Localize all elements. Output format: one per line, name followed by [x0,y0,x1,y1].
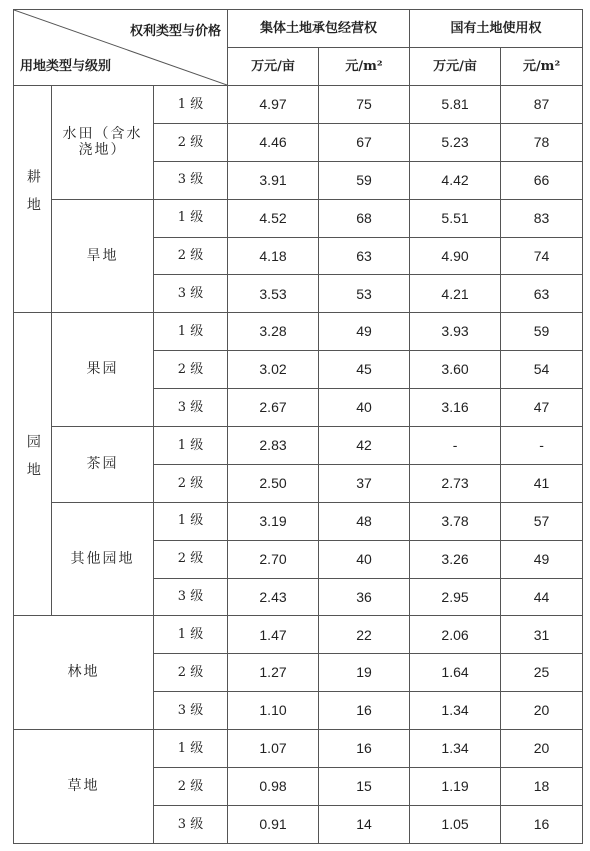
collective-price-m2: 75 [319,86,410,124]
grade-cell: 2 级 [154,351,228,389]
state-price-m2: 20 [501,730,583,768]
collective-price-m2: 48 [319,502,410,540]
subtype-cell: 水田（含水浇地） [52,86,154,200]
state-price-m2: 63 [501,275,583,313]
collective-price-mu: 1.27 [228,654,319,692]
collective-price-mu: 3.91 [228,161,319,199]
state-price-mu: 5.81 [410,86,501,124]
header-collective-land: 集体土地承包经营权 [228,10,410,48]
collective-price-mu: 4.18 [228,237,319,275]
collective-price-m2: 37 [319,464,410,502]
state-price-mu: 1.19 [410,768,501,806]
collective-price-mu: 3.53 [228,275,319,313]
state-price-mu: 1.34 [410,692,501,730]
collective-price-mu: 1.47 [228,616,319,654]
collective-price-m2: 22 [319,616,410,654]
land-price-table [13,9,583,844]
collective-price-m2: 59 [319,161,410,199]
subtype-cell: 茶园 [52,427,154,503]
collective-price-m2: 67 [319,123,410,161]
table-row [14,616,583,654]
collective-price-mu: 2.70 [228,540,319,578]
state-price-m2: 20 [501,692,583,730]
collective-price-m2: 36 [319,578,410,616]
subtype-cell: 其他园地 [52,502,154,616]
grade-cell: 2 级 [154,123,228,161]
collective-price-m2: 16 [319,692,410,730]
collective-price-m2: 63 [319,237,410,275]
collective-price-mu: 2.43 [228,578,319,616]
state-price-m2: 54 [501,351,583,389]
grade-cell: 2 级 [154,768,228,806]
state-price-m2: 83 [501,199,583,237]
header-unit-mu: 万元/亩 [410,48,501,86]
collective-price-m2: 16 [319,730,410,768]
state-price-m2: 74 [501,237,583,275]
grade-cell: 3 级 [154,275,228,313]
header-unit-m2: 元/m² [501,48,583,86]
collective-price-mu: 4.97 [228,86,319,124]
grade-cell: 3 级 [154,389,228,427]
state-price-m2: 57 [501,502,583,540]
diagonal-header-cell [14,10,228,86]
state-price-m2: 78 [501,123,583,161]
collective-price-mu: 4.46 [228,123,319,161]
state-price-mu: 1.05 [410,805,501,843]
state-price-mu: 1.64 [410,654,501,692]
state-price-m2: 66 [501,161,583,199]
state-price-mu: 2.95 [410,578,501,616]
state-price-mu: 2.73 [410,464,501,502]
grade-cell: 3 级 [154,578,228,616]
header-state-land: 国有土地使用权 [410,10,583,48]
state-price-mu: 4.21 [410,275,501,313]
table-row [14,313,583,351]
collective-price-mu: 3.28 [228,313,319,351]
collective-price-mu: 2.67 [228,389,319,427]
state-price-m2: 16 [501,805,583,843]
collective-price-mu: 2.50 [228,464,319,502]
state-price-mu: 3.60 [410,351,501,389]
state-price-mu: 3.26 [410,540,501,578]
state-price-mu: 3.78 [410,502,501,540]
grade-cell: 1 级 [154,199,228,237]
table-row [14,502,583,540]
collective-price-m2: 45 [319,351,410,389]
state-price-m2: 59 [501,313,583,351]
collective-price-mu: 0.98 [228,768,319,806]
grade-cell: 1 级 [154,616,228,654]
subtype-cell: 旱地 [52,199,154,313]
collective-price-m2: 40 [319,389,410,427]
collective-price-m2: 42 [319,427,410,465]
grade-cell: 3 级 [154,692,228,730]
state-price-mu: 3.93 [410,313,501,351]
collective-price-m2: 68 [319,199,410,237]
state-price-m2: 49 [501,540,583,578]
collective-price-mu: 3.02 [228,351,319,389]
collective-price-m2: 53 [319,275,410,313]
category-label: 耕地 [24,168,41,225]
state-price-m2: 87 [501,86,583,124]
state-price-m2: 18 [501,768,583,806]
header-unit-mu: 万元/亩 [228,48,319,86]
collective-price-m2: 19 [319,654,410,692]
table-row [14,86,583,124]
grade-cell: 2 级 [154,654,228,692]
grade-cell: 3 级 [154,161,228,199]
subtype-cell: 果园 [52,313,154,427]
state-price-mu: 5.51 [410,199,501,237]
collective-price-m2: 15 [319,768,410,806]
grade-cell: 3 级 [154,805,228,843]
grade-cell: 2 级 [154,540,228,578]
header-land-type-label: 用地类型与级别 [20,59,112,75]
collective-price-mu: 0.91 [228,805,319,843]
category-cell [14,313,52,616]
state-price-m2: 47 [501,389,583,427]
grade-cell: 1 级 [154,86,228,124]
grade-cell: 1 级 [154,427,228,465]
category-cell [14,86,52,313]
collective-price-m2: 49 [319,313,410,351]
table-row [14,199,583,237]
state-price-m2: 31 [501,616,583,654]
collective-price-mu: 4.52 [228,199,319,237]
table-row [14,427,583,465]
state-price-m2: 44 [501,578,583,616]
header-unit-m2: 元/m² [319,48,410,86]
state-price-m2: 41 [501,464,583,502]
grade-cell: 1 级 [154,502,228,540]
state-price-m2: 25 [501,654,583,692]
category-cell: 林地 [14,616,154,730]
state-price-m2: - [501,427,583,465]
grade-cell: 1 级 [154,730,228,768]
state-price-mu: - [410,427,501,465]
grade-cell: 1 级 [154,313,228,351]
state-price-mu: 2.06 [410,616,501,654]
grade-cell: 2 级 [154,464,228,502]
state-price-mu: 4.42 [410,161,501,199]
category-cell: 草地 [14,730,154,844]
collective-price-m2: 40 [319,540,410,578]
grade-cell: 2 级 [154,237,228,275]
collective-price-mu: 1.10 [228,692,319,730]
collective-price-mu: 3.19 [228,502,319,540]
state-price-mu: 1.34 [410,730,501,768]
state-price-mu: 4.90 [410,237,501,275]
collective-price-mu: 1.07 [228,730,319,768]
category-label: 园地 [24,434,41,491]
state-price-mu: 5.23 [410,123,501,161]
collective-price-m2: 14 [319,805,410,843]
collective-price-mu: 2.83 [228,427,319,465]
header-price-type-label: 权利类型与价格 [130,24,222,39]
table-row [14,730,583,768]
state-price-mu: 3.16 [410,389,501,427]
